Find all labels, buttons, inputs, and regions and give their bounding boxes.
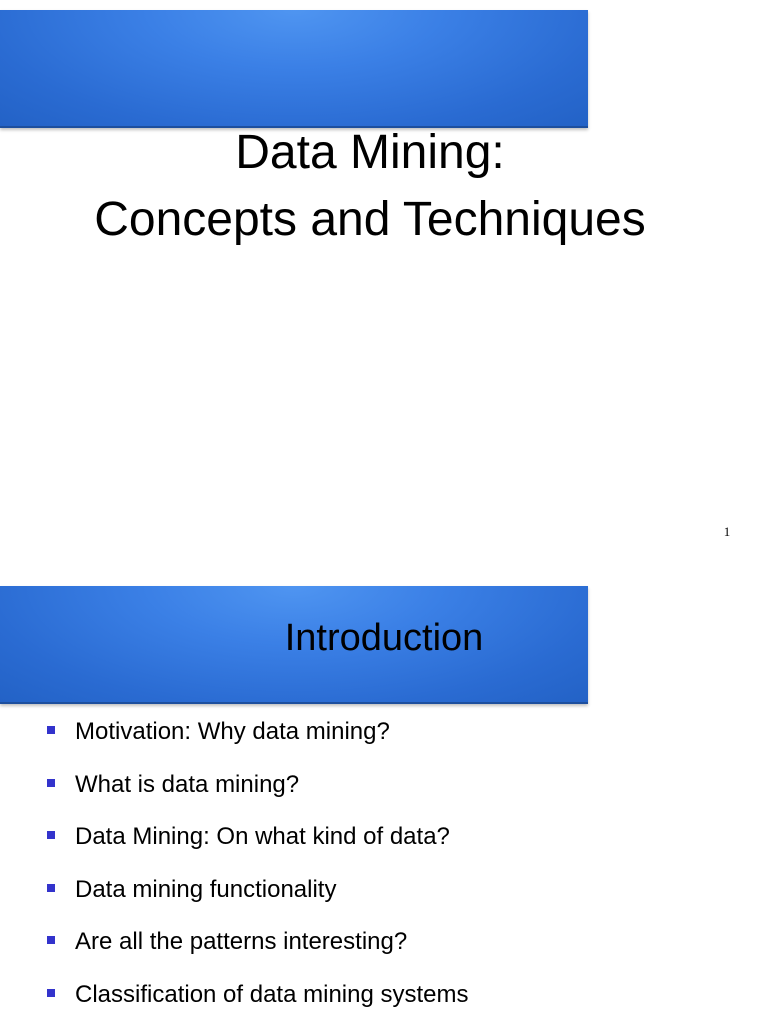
square-bullet-icon [47, 936, 55, 944]
square-bullet-icon [47, 989, 55, 997]
bullet-text: What is data mining? [75, 770, 300, 798]
introduction-slide [0, 576, 768, 1024]
bullet-text: Data Mining: On what kind of data? [75, 823, 450, 851]
bullet-text: Motivation: Why data mining? [75, 718, 390, 745]
bullet-text: Data mining functionality [75, 875, 337, 903]
slide-title-line-2: Concepts and Techniques [94, 193, 646, 246]
bullet-text: Are all the patterns interesting? [75, 928, 408, 956]
title-banner [0, 10, 588, 128]
bullet-text: Classification of data mining systems [75, 980, 469, 1008]
square-bullet-icon [47, 726, 55, 734]
page-number: 1 [723, 524, 731, 539]
square-bullet-icon [47, 884, 55, 892]
square-bullet-icon [47, 831, 55, 839]
section-heading: Introduction [284, 617, 484, 659]
square-bullet-icon [47, 779, 55, 787]
slide-title-line-1: Data Mining: [235, 126, 505, 179]
